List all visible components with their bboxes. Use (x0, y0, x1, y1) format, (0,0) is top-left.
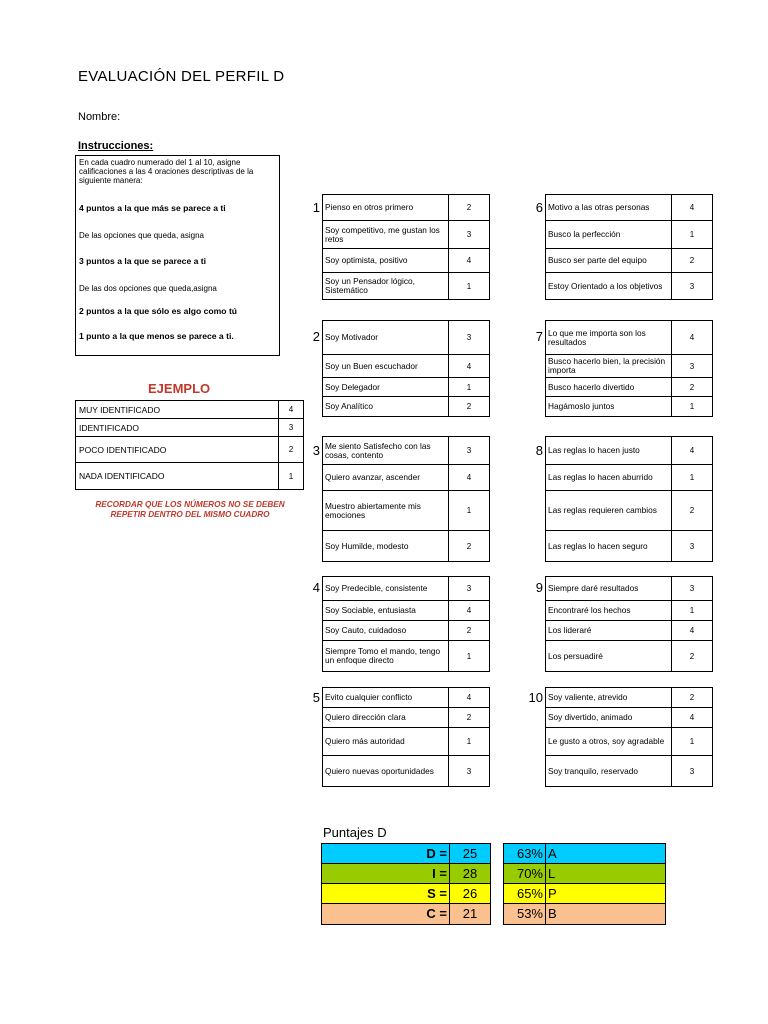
statement-row (323, 491, 489, 531)
statement-row (546, 601, 712, 621)
porcentaje-value: 65% (504, 884, 546, 903)
statement-row (323, 688, 489, 708)
statement-text: Busco la perfección (546, 221, 672, 248)
statement-text: Me siento Satisfecho con las cosas, contento (323, 437, 449, 464)
instrucciones-intro: En cada cuadro numerado del 1 al 10, asigne calificaciones a las 4 oraciones descriptivas de la siguiente manera: (79, 158, 254, 185)
group-table-2 (322, 320, 490, 417)
puntaje-score: 28 (462, 866, 478, 881)
ejemplo-value: 3 (288, 423, 294, 432)
group-number: 3 (312, 443, 320, 458)
statement-text: Evito cualquier conflicto (323, 688, 449, 707)
statement-row (546, 577, 712, 601)
statement-score[interactable]: 3 (689, 541, 695, 551)
statement-score[interactable]: 1 (689, 606, 695, 615)
statement-text: Los lideraré (546, 621, 672, 640)
statement-row (546, 321, 712, 355)
statement-text: Las reglas lo hacen seguro (546, 531, 672, 561)
instr-line-2-puntos: 2 puntos a la que sólo es algo como tú (79, 306, 238, 316)
statement-score[interactable]: 2 (689, 693, 695, 702)
statement-score[interactable]: 2 (466, 203, 472, 212)
ejemplo-title: EJEMPLO (148, 381, 211, 396)
statement-text: Soy competitivo, me gustan los retos (323, 221, 449, 248)
group-table-3 (322, 436, 490, 562)
statement-score[interactable]: 4 (689, 333, 695, 342)
statement-text: Quiero dirección clara (323, 708, 449, 727)
puntaje-row-i (322, 864, 490, 884)
statement-text: Soy Predecible, consistente (323, 577, 449, 600)
statement-row (323, 708, 489, 728)
statement-text: Las reglas lo hacen aburrido (546, 465, 672, 490)
statement-text: Quiero más autoridad (323, 728, 449, 755)
statement-row (323, 728, 489, 756)
statement-text: Siempre Tomo el mando, tengo un enfoque directo (323, 641, 449, 671)
ejemplo-value: 4 (288, 405, 294, 414)
statement-text: Siempre daré resultados (546, 577, 672, 600)
statement-row (323, 195, 489, 221)
statement-text: Quiero avanzar, ascender (323, 465, 449, 490)
statement-score[interactable]: 4 (689, 713, 695, 722)
statement-score[interactable]: 2 (466, 713, 472, 722)
group-number: 10 (528, 690, 543, 705)
ejemplo-row (76, 401, 303, 419)
statement-text: Soy divertido, animado (546, 708, 672, 727)
statement-text: Muestro abiertamente mis emociones (323, 491, 449, 530)
statement-score[interactable]: 4 (466, 693, 472, 702)
puntaje-row-d (322, 844, 490, 864)
statement-score[interactable]: 1 (466, 382, 472, 392)
statement-text: Busco ser parte del equipo (546, 249, 672, 272)
porcentaje-row-i (504, 864, 665, 884)
statement-text: Soy valiente, atrevido (546, 688, 672, 707)
statement-score[interactable]: 1 (466, 737, 472, 746)
statement-score[interactable]: 3 (466, 230, 472, 239)
statement-score[interactable]: 3 (689, 584, 695, 593)
statement-row (323, 397, 489, 416)
puntaje-key: D = (322, 844, 450, 863)
statement-score[interactable]: 3 (466, 446, 472, 455)
statement-row (546, 641, 712, 671)
nombre-label: Nombre: (78, 111, 121, 123)
statement-text: Hagámoslo juntos (546, 397, 672, 416)
porcentaje-letter: P (548, 886, 557, 901)
ejemplo-value: 2 (288, 445, 294, 454)
group-number: 4 (312, 580, 320, 595)
ejemplo-label: MUY IDENTIFICADO (76, 401, 279, 418)
statement-text: Soy un Buen escuchador (323, 355, 449, 377)
group-number: 5 (312, 690, 320, 705)
group-number: 1 (312, 200, 320, 215)
statement-row (546, 708, 712, 728)
group-table-1 (322, 194, 490, 300)
statement-row (546, 355, 712, 378)
statement-text: Le gusto a otros, soy agradable (546, 728, 672, 755)
statement-score[interactable]: 4 (466, 256, 472, 265)
ejemplo-label: IDENTIFICADO (76, 419, 279, 436)
statement-score[interactable]: 4 (689, 446, 695, 455)
porcentaje-letter: A (548, 846, 557, 861)
statement-score[interactable]: 1 (466, 651, 472, 661)
statement-text: Pienso en otros primero (323, 195, 449, 220)
group-number: 6 (535, 200, 543, 215)
group-table-5 (322, 687, 490, 787)
statement-row (323, 641, 489, 671)
statement-row (323, 221, 489, 249)
statement-score[interactable]: 2 (689, 256, 695, 265)
group-table-7 (545, 320, 713, 417)
statement-row (546, 465, 712, 491)
puntaje-score: 21 (462, 906, 478, 921)
statement-score[interactable]: 4 (689, 626, 695, 635)
statement-score[interactable]: 2 (466, 626, 472, 635)
statement-text: Las reglas lo hacen justo (546, 437, 672, 464)
statement-text: Los persuadiré (546, 641, 672, 671)
ejemplo-row (76, 437, 303, 463)
instrucciones-box (75, 155, 280, 356)
statement-score[interactable]: 2 (689, 506, 695, 515)
puntaje-key: I = (322, 864, 450, 883)
group-number: 9 (535, 580, 543, 595)
statement-score[interactable]: 1 (466, 281, 472, 291)
statement-row (323, 756, 489, 786)
instr-line-dos-opciones: De las dos opciones que queda,asigna (79, 284, 217, 293)
statement-score[interactable]: 2 (689, 651, 695, 661)
statement-score[interactable]: 1 (689, 402, 695, 411)
statement-row (546, 688, 712, 708)
statement-score[interactable]: 4 (466, 361, 472, 371)
ejemplo-label: NADA IDENTIFICADO (76, 463, 279, 489)
statement-text: Busco hacerlo divertido (546, 378, 672, 396)
statement-row (323, 378, 489, 397)
statement-score[interactable]: 1 (689, 230, 695, 239)
statement-text: Quiero nuevas oportunidades (323, 756, 449, 786)
statement-row (546, 249, 712, 273)
instr-line-queda: De las opciones que queda, asigna (79, 231, 204, 240)
ejemplo-label: POCO IDENTIFICADO (76, 437, 279, 462)
statement-text: Estoy Orientado a los objetivos (546, 273, 672, 299)
group-table-9 (545, 576, 713, 672)
ejemplo-value: 1 (288, 471, 294, 481)
porcentaje-value: 70% (504, 864, 546, 883)
puntaje-score: 26 (462, 886, 478, 901)
statement-text: Motivo a las otras personas (546, 195, 672, 220)
statement-text: Soy Analítico (323, 397, 449, 416)
porcentaje-row-s (504, 884, 665, 904)
statement-text: Soy Sociable, entusiasta (323, 601, 449, 620)
statement-row (323, 601, 489, 621)
group-table-6 (545, 194, 713, 300)
puntajes-percent-table (503, 843, 666, 925)
statement-text: Las reglas requieren cambios (546, 491, 672, 530)
statement-row (546, 437, 712, 465)
porcentaje-letter: B (548, 906, 557, 921)
statement-text: Soy tranquilo, reservado (546, 756, 672, 786)
statement-row (546, 728, 712, 756)
statement-row (546, 621, 712, 641)
statement-score[interactable]: 4 (466, 606, 472, 615)
statement-row (546, 221, 712, 249)
group-table-8 (545, 436, 713, 562)
statement-score[interactable]: 3 (689, 361, 695, 371)
statement-score[interactable]: 3 (689, 281, 695, 291)
statement-row (546, 531, 712, 561)
statement-score[interactable]: 2 (466, 402, 472, 411)
statement-row (323, 621, 489, 641)
statement-score[interactable]: 2 (689, 382, 695, 392)
group-number: 7 (535, 329, 543, 344)
statement-row (323, 531, 489, 561)
statement-row (323, 321, 489, 355)
page-title: EVALUACIÓN DEL PERFIL D (78, 68, 285, 85)
statement-score[interactable]: 3 (466, 333, 472, 342)
statement-row (323, 577, 489, 601)
porcentaje-letter: L (548, 866, 556, 881)
statement-text: Soy Motivador (323, 321, 449, 354)
statement-row (323, 273, 489, 299)
statement-row (546, 378, 712, 397)
puntaje-score: 25 (462, 846, 478, 861)
recordar-note: RECORDAR QUE LOS NÚMEROS NO SE DEBEN REPETIR DENTRO DEL MISMO CUADRO (95, 500, 285, 519)
statement-score[interactable]: 4 (466, 473, 472, 482)
statement-text: Busco hacerlo bien, la precisión importa (546, 355, 672, 377)
statement-row (546, 273, 712, 299)
instr-line-3-puntos: 3 puntos a la que se parece a ti (79, 256, 207, 266)
statement-score[interactable]: 1 (466, 506, 472, 515)
statement-text: Soy Humilde, modesto (323, 531, 449, 561)
ejemplo-row (76, 463, 303, 489)
statement-row (546, 397, 712, 416)
statement-score[interactable]: 1 (689, 737, 695, 746)
porcentaje-row-d (504, 844, 665, 864)
statement-row (546, 491, 712, 531)
group-number: 2 (312, 329, 320, 344)
statement-text: Lo que me importa son los resultados (546, 321, 672, 354)
statement-text: Soy Cauto, cuidadoso (323, 621, 449, 640)
statement-text: Soy un Pensador lógico, Sistemático (323, 273, 449, 299)
statement-score[interactable]: 3 (466, 766, 472, 776)
statement-row (323, 355, 489, 378)
statement-score[interactable]: 4 (689, 203, 695, 212)
group-number: 8 (535, 443, 543, 458)
statement-score[interactable]: 1 (689, 473, 695, 482)
statement-score[interactable]: 3 (689, 766, 695, 776)
statement-text: Soy optimista, positivo (323, 249, 449, 272)
porcentaje-row-c (504, 904, 665, 924)
puntaje-key: C = (322, 904, 450, 924)
statement-score[interactable]: 3 (466, 584, 472, 593)
ejemplo-row (76, 419, 303, 437)
puntaje-row-s (322, 884, 490, 904)
statement-row (546, 195, 712, 221)
porcentaje-value: 63% (504, 844, 546, 863)
statement-score[interactable]: 2 (466, 541, 472, 551)
ejemplo-table (75, 400, 304, 490)
statement-row (323, 249, 489, 273)
statement-row (546, 756, 712, 786)
statement-text: Encontraré los hechos (546, 601, 672, 620)
puntajes-score-table (321, 843, 491, 925)
puntaje-key: S = (322, 884, 450, 903)
statement-text: Soy Delegador (323, 378, 449, 396)
porcentaje-value: 53% (504, 904, 546, 924)
group-table-10 (545, 687, 713, 787)
statement-row (323, 465, 489, 491)
puntajes-title: Puntajes D (323, 825, 387, 840)
group-table-4 (322, 576, 490, 672)
instr-line-4-puntos: 4 puntos a la que más se parece a ti (79, 203, 226, 213)
instrucciones-heading: Instrucciones: (78, 140, 154, 152)
instr-line-1-punto: 1 punto a la que menos se parece a ti. (79, 331, 234, 341)
statement-row (323, 437, 489, 465)
puntaje-row-c (322, 904, 490, 924)
